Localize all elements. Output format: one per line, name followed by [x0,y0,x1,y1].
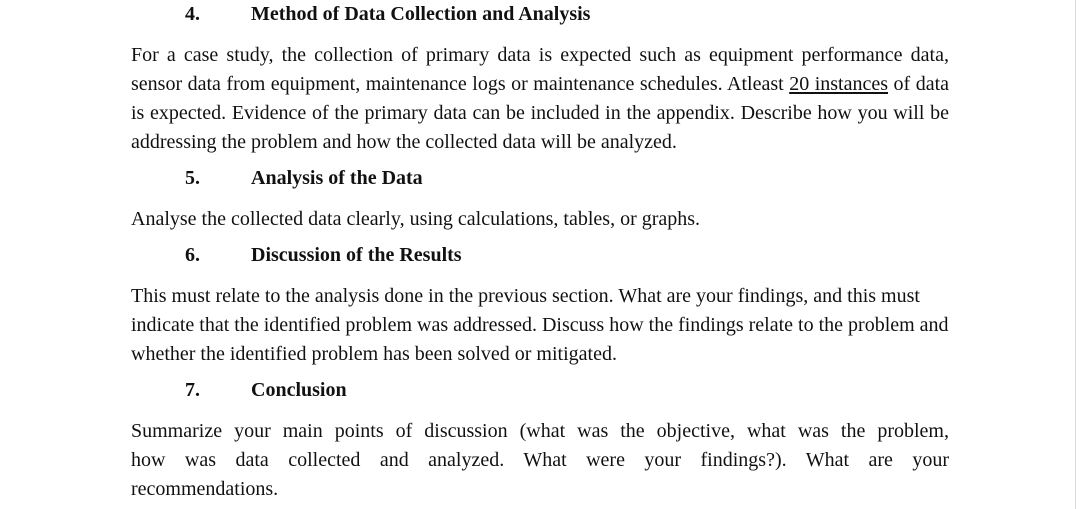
section-paragraph-4 [131,41,949,157]
section-title-6: Discussion of the Results [251,244,462,266]
page-edge-divider [1075,0,1076,509]
section-title-7: Conclusion [251,379,347,401]
section-title-4: Method of Data Collection and Analysis [251,3,591,25]
section-number-6: 6. [185,244,200,266]
section-text-4-b: of data is expected. Evidence of the primary data can be included in the appendix. Describe how you will be addressing the problem and how the collected data will be analyzed. [131,73,949,153]
section-text-7-line2: how was data collected and analyzed. What were your findings?). What are your [131,449,949,471]
section-paragraph-7 [131,417,949,504]
section-heading-5 [185,164,423,192]
section-number-4: 4. [185,3,200,25]
section-heading-7 [185,376,347,404]
section-paragraph-5: Analyse the collected data clearly, using calculations, tables, or graphs. [131,208,701,230]
section-title-5: Analysis of the Data [251,167,423,189]
section-paragraph-6: This must relate to the analysis done in the previous section. What are your findings, and this must indicate that the identified problem was addressed. Discuss how the findings relate to the problem and whether the identified problem has been solved or mitigated. [131,285,949,365]
section-heading-4 [185,0,590,28]
section-number-7: 7. [185,379,200,401]
underlined-instances: 20 instances [789,73,889,95]
section-text-7-line1: Summarize your main points of discussion (what was the objective, what was the problem, [131,420,949,442]
section-heading-6 [185,241,462,269]
section-text-4-a: For a case study, the collection of primary data is expected such as equipment performance data, sensor data from equipment, maintenance logs or maintenance schedules. Atleast [131,44,949,95]
section-number-5: 5. [185,167,200,189]
section-text-7-line3: recommendations. [131,478,279,500]
